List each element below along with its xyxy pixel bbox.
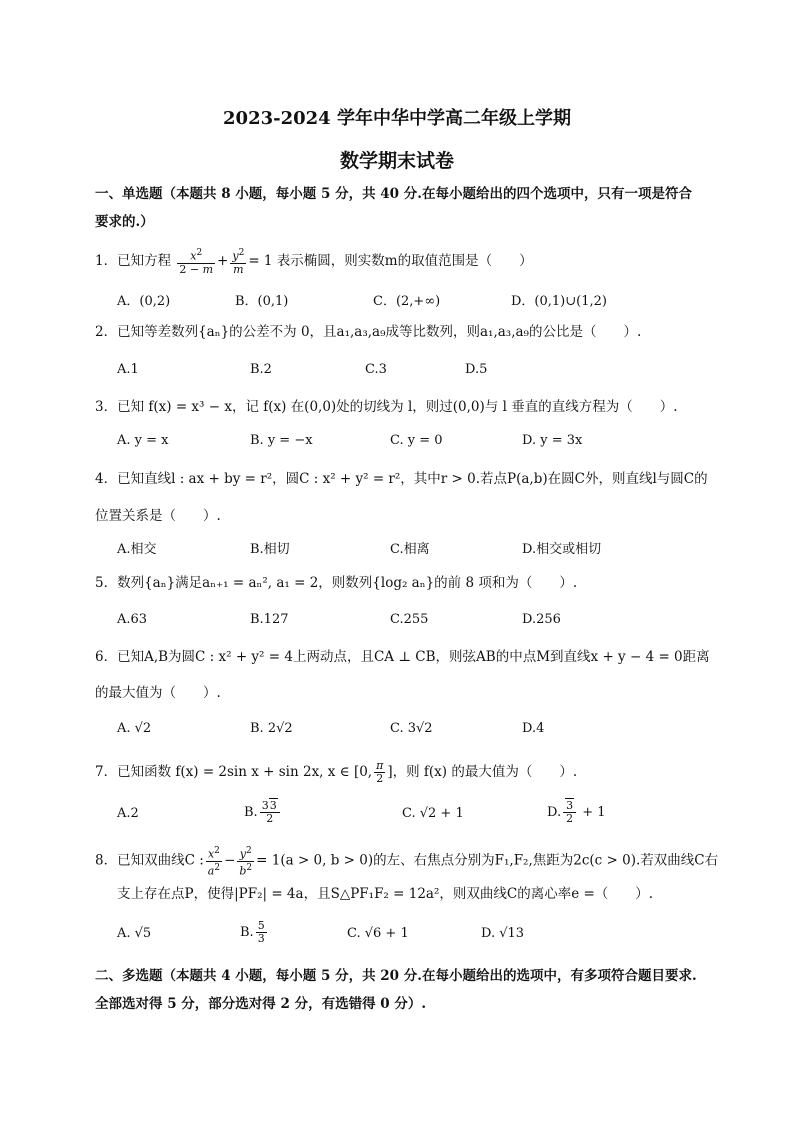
q1-fraction-x: $\frac{x^2}{2 - m}$ <box>179 248 214 276</box>
q1-option-d[interactable]: D．(0,1)∪(1,2) <box>511 294 607 309</box>
q4-option-c[interactable]: C.相离 <box>390 542 430 557</box>
question-4-line1: 4．已知直线l : ax + by = r²，圆C : x² + y² = r²，其中r > 0.若点P(a,b)在圆C外，则直线l与圆C的 <box>95 471 708 487</box>
q7-option-d-label: D. <box>547 805 562 820</box>
q7-option-b-fraction: $\frac{33}{2}$ <box>260 800 280 825</box>
q1-options <box>117 290 717 312</box>
question-3: 3．已知 f(x) = x³ − x，记 f(x) 在(0,0)处的切线为 l，则过(0,0)与 l 垂直的直线方程为（ ）. <box>95 399 678 415</box>
q8-fraction-y: $\frac{y^2}{b^2}$ <box>239 846 253 878</box>
question-1: 1．已知方程 $\frac{x^2}{2 - m}$ + $\frac{y^2}{m}$ = 1 表示椭圆，则实数m的取值范围是（ ） <box>95 248 533 276</box>
q1-option-a[interactable]: A．(0,2) <box>117 294 171 309</box>
q2-option-d[interactable]: D.5 <box>465 362 488 377</box>
question-4-line2: 位置关系是（ ）. <box>95 508 221 524</box>
q2-option-a[interactable]: A.1 <box>117 362 139 377</box>
q8-option-a[interactable]: A. √5 <box>117 926 152 941</box>
q1-text-after: 表示椭圆，则实数m的取值范围是（ ） <box>276 252 533 269</box>
q7-option-a[interactable]: A.2 <box>117 806 139 821</box>
question-7 <box>95 760 715 785</box>
q1-text-before: 1．已知方程 <box>95 252 172 269</box>
q8-text-after: = 1(a > 0, b > 0)的左、右焦点分别为F₁,F₂,焦距为2c(c > 0).若双曲线C右 <box>256 852 719 869</box>
q7-option-d-fraction: $\frac{3}{2}$ <box>563 800 576 825</box>
q5-option-a[interactable]: A.63 <box>117 612 148 627</box>
q3-option-a[interactable]: A. y = x <box>117 433 169 448</box>
q7-option-b[interactable] <box>244 800 282 825</box>
q8-option-b-label: B. <box>240 925 254 940</box>
question-6-line1: 6．已知A,B为圆C : x² + y² = 4上两动点，且CA ⊥ CB，则弦AB的中点M到直线x + y − 4 = 0距离 <box>95 649 710 665</box>
q3-option-b[interactable]: B. y = −x <box>250 433 313 448</box>
q2-options <box>117 362 717 384</box>
q5-option-c[interactable]: C.255 <box>390 612 429 627</box>
section1-heading <box>95 180 715 236</box>
q6-option-a[interactable]: A. √2 <box>117 721 152 736</box>
q4-option-a[interactable]: A.相交 <box>117 542 157 557</box>
q8-text-before: 8．已知双曲线C : <box>95 852 204 869</box>
q5-option-b[interactable]: B.127 <box>250 612 289 627</box>
question-2: 2．已知等差数列{aₙ}的公差不为 0，且a₁,a₃,a₉成等比数列，则a₁,a₃,a₉的公比是（ ）. <box>95 324 642 340</box>
q2-option-c[interactable]: C.3 <box>365 362 387 377</box>
q7-option-d[interactable]: D. $\frac{3}{2}$ + 1 <box>547 799 606 825</box>
q6-options <box>117 721 717 743</box>
q8-option-c[interactable]: C. √6 + 1 <box>347 926 409 941</box>
q7-option-c[interactable]: C. √2 + 1 <box>402 806 464 821</box>
section2-heading-line1: 二、多选题（本题共 4 小题，每小题 5 分，共 20 分.在每小题给出的选项中，有多项符合题目要求. <box>95 968 697 984</box>
q2-option-b[interactable]: B.2 <box>250 362 272 377</box>
section2-heading-line2: 全部选对得 5 分，部分选对得 2 分，有选错得 0 分）. <box>95 996 427 1012</box>
q3-options <box>117 433 717 455</box>
q6-option-d[interactable]: D.4 <box>522 721 545 736</box>
q7-option-b-label: B. <box>244 805 258 820</box>
exam-title: 2023-2024 学年中华中学高二年级上学期 <box>223 108 571 129</box>
exam-subtitle: 数学期末试卷 <box>339 150 454 172</box>
q5-options <box>117 612 717 634</box>
q4-options <box>117 538 717 560</box>
q8-fraction-x: $\frac{x^2}{a^2}$ <box>207 846 221 878</box>
q6-option-c[interactable]: C. 3√2 <box>390 721 433 736</box>
q7-text-after: ]，则 f(x) 的最大值为（ ）. <box>387 764 578 780</box>
q6-option-b[interactable]: B. 2√2 <box>250 721 293 736</box>
q8-options <box>117 920 717 954</box>
q7-fraction-pi: $\frac{\pi}{2}$ <box>376 759 384 785</box>
q3-option-d[interactable]: D. y = 3x <box>522 433 583 448</box>
question-5: 5．数列{aₙ}满足aₙ₊₁ = aₙ², a₁ = 2，则数列{log₂ aₙ}的前 8 项和为（ ）. <box>95 575 578 591</box>
q8-option-b[interactable] <box>240 920 269 945</box>
section1-heading-line2: 要求的.） <box>95 214 154 230</box>
q1-option-b[interactable]: B．(0,1) <box>235 294 289 309</box>
q7-options <box>117 800 717 834</box>
q1-option-c[interactable]: C．(2,+∞) <box>373 294 441 309</box>
q4-option-d[interactable]: D.相交或相切 <box>522 542 602 557</box>
q3-option-c[interactable]: C. y = 0 <box>390 433 443 448</box>
question-6-line2: 的最大值为（ ）. <box>95 685 221 701</box>
q7-text-before: 7．已知函数 f(x) = 2sin x + sin 2x, x ∈ [0, <box>95 764 373 780</box>
q4-option-b[interactable]: B.相切 <box>250 542 290 557</box>
question-8-line2: 支上存在点P，使得|PF₂| = 4a，且S△PF₁F₂ = 12a²，则双曲线C的离心率e =（ ）. <box>117 886 654 902</box>
section2-heading <box>95 962 715 1018</box>
q8-option-d[interactable]: D. √13 <box>481 926 525 941</box>
q8-option-b-fraction: $\frac{5}{3}$ <box>257 919 265 945</box>
q5-option-d[interactable]: D.256 <box>522 612 561 627</box>
q1-fraction-y: $\frac{y^2}{m}$ <box>232 248 245 276</box>
question-8-line1: 8．已知双曲线C : $\frac{x^2}{a^2}$ − $\frac{y^2}{b^2}$ = 1(a > 0, b > 0)的左、右焦点分别为F₁,F₂,焦距为2c(c > 0).若双曲线C右 <box>95 846 719 878</box>
section1-heading-line1: 一、单选题（本题共 8 小题，每小题 5 分，共 40 分.在每小题给出的四个选项中，只有一项是符合 <box>95 186 692 202</box>
